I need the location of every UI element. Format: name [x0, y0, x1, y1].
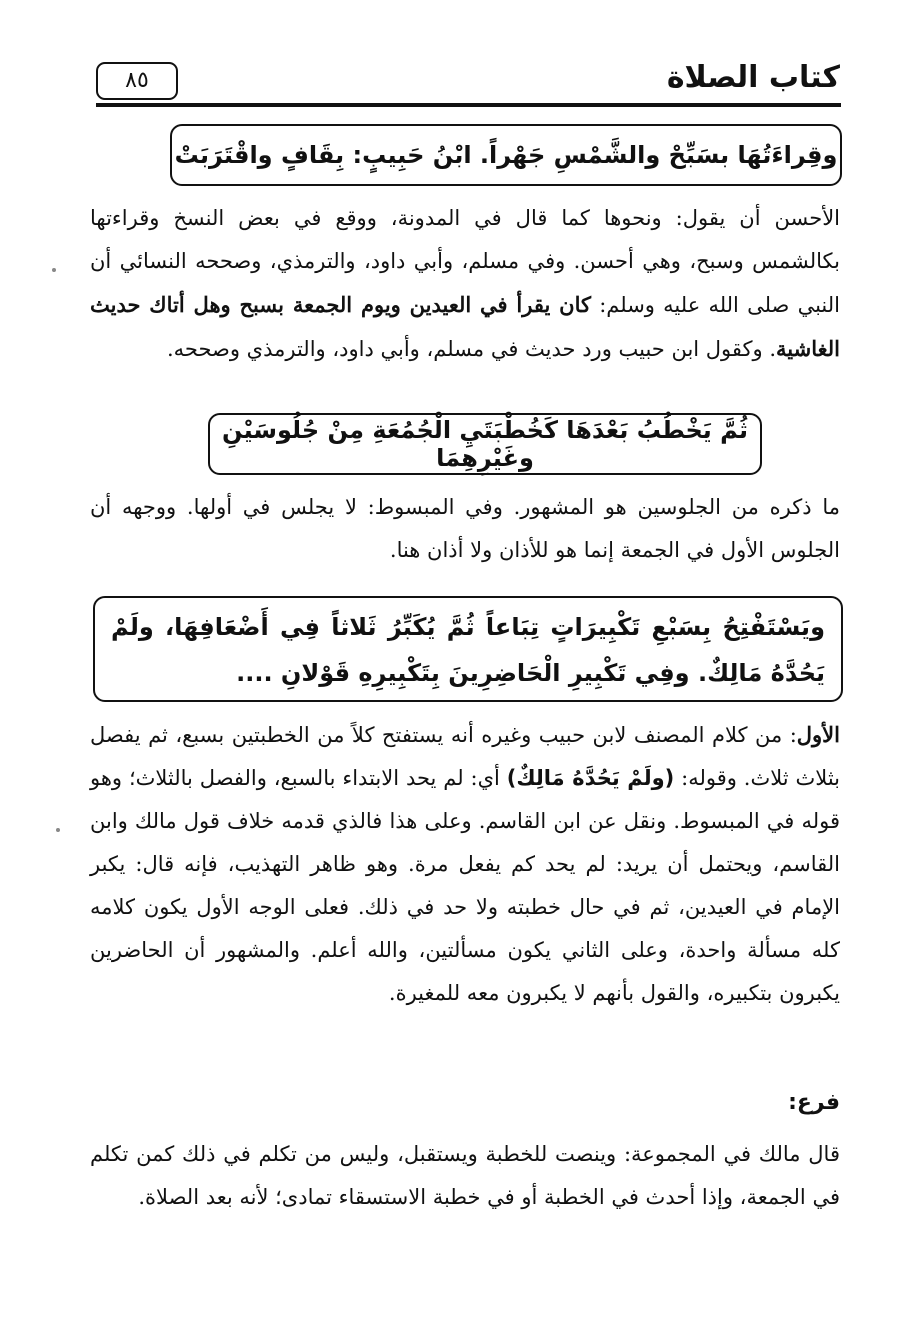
paragraph-lead: الأول	[796, 722, 840, 747]
commentary-paragraph-1	[90, 197, 840, 371]
book-title: كتاب الصلاة	[666, 60, 840, 95]
page-number: ٨٥	[96, 62, 178, 100]
matn-quote: (ولَمْ يَحُدَّهُ مَالِكٌ)	[506, 766, 675, 790]
paragraph-text: أي: لم يحد الابتداء بالسبع، والفصل بالثلاث؛ وهو قوله في المبسوط. ونقل عن ابن القاسم. وعلى هذا فالذي قدمه خلاف قول مالك وابن القاسم، ويحتمل أن يريد: لم يحد كم يفعل مرة. وهو ظاهر التهذيب، فإنه قال: يكبر الإمام في العيدين، ثم في حال خطبته ولا حد في ذلك. فعلى الوجه الأول يكون كلامه كله مسألة واحدة، وعلى الثاني يكون مسألتين، والله أعلم. والمشهور أن الحاضرين يكبرون بتكبيره، والقول بأنهم لا يكبرون معه للمغيرة.	[90, 766, 840, 1005]
matn-box-2: ثُمَّ يَخْطُبُ بَعْدَهَا كَخُطْبَتَيِ الْجُمُعَةِ مِنْ جُلُوسَيْنِ وغَيْرِهِمَا	[208, 413, 762, 475]
page-header	[96, 58, 840, 108]
paragraph-text: . وكقول ابن حبيب ورد حديث في مسلم، وأبي داود، والترمذي وصححه.	[166, 337, 777, 361]
commentary-paragraph-2: ما ذكره من الجلوسين هو المشهور. وفي المبسوط: لا يجلس في أولها. ووجهه أن الجلوس الأول في الجمعة إنما هو للأذان ولا أذان هنا.	[90, 495, 840, 562]
hadith-quote: كان يقرأ في العيدين ويوم الجمعة بسبح وهل أتاك حديث الغاشية	[90, 292, 840, 361]
subsection-label: فرع:	[788, 1090, 840, 1115]
scan-speck	[52, 268, 56, 272]
scan-speck	[56, 828, 60, 832]
paragraph-text: : من كلام المصنف لابن حبيب وغيره أنه يستفتح كلاً من الخطبتين بسبع، ثم يفصل بثلاث ثلاث. وقوله:	[90, 723, 840, 790]
matn-box-3: ويَسْتَفْتِحُ بِسَبْعِ تَكْبِيرَاتٍ تِبَاعاً ثُمَّ يُكَبِّرُ ثَلاثاً فِي أَضْعَافِهَا، ولَمْ يَحُدَّهُ مَالِكٌ. وفِي تَكْبِيرِ الْحَاضِرِينَ بِتَكْبِيرِهِ قَوْلانِ ....	[93, 596, 843, 702]
matn-box-1: وقِراءَتُهَا بسَبِّحْ والشَّمْسِ جَهْراً. ابْنُ حَبِيبٍ: بِقَافٍ واقْتَرَبَتْ	[170, 124, 842, 186]
paragraph-text: الأحسن أن يقول: ونحوها كما قال في المدونة، ووقع في بعض النسخ وقراءتها بكالشمس وسبح، وهي أحسن. وفي مسلم، وأبي داود، والترمذي، وصححه النسائي أن النبي صلى الله عليه وسلم:	[90, 206, 840, 317]
commentary-paragraph-3	[90, 713, 840, 1015]
commentary-paragraph-4: قال مالك في المجموعة: وينصت للخطبة ويستقبل، وليس من تكلم في ذلك كمن تكلم في الجمعة، وإذا أحدث في الخطبة أو في خطبة الاستسقاء تمادى؛ لأنه بعد الصلاة.	[90, 1142, 840, 1209]
header-rule	[96, 103, 841, 107]
